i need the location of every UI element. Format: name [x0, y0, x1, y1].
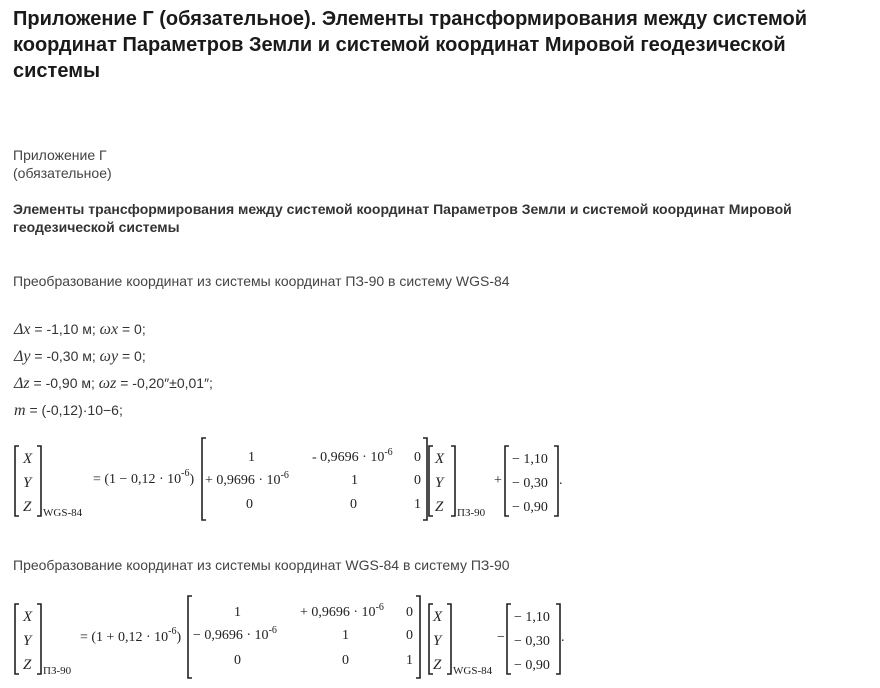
page-title: Приложение Г (обязательное). Элементы трансформирования между системой координат Параметров Земли и системой координат Мировой геодезической системы	[13, 8, 807, 82]
dz-label: Δz	[14, 375, 30, 392]
rhs-x: X	[435, 451, 445, 467]
dx-label: Δx	[14, 321, 31, 338]
equation-end: .	[561, 630, 565, 645]
lhs-x: X	[23, 451, 33, 467]
lhs-x: X	[23, 609, 33, 625]
param-row-z	[14, 370, 213, 397]
lhs-y: Y	[23, 475, 32, 491]
m31: 0	[234, 653, 241, 668]
wz-label: ωz	[98, 375, 117, 392]
section-heading: Элементы трансформирования между системой координат Параметров Земли и системой координат Мировой геодезической системы	[13, 201, 792, 235]
dx-value: = -1,10 м;	[34, 321, 96, 337]
dy-value: = -0,30 м;	[34, 348, 96, 364]
shift-y: − 0,30	[512, 476, 548, 491]
m12: + $0,9696 \cdot 10^{-6}$	[300, 602, 384, 620]
shift-x: − 1,10	[512, 452, 548, 467]
m11: 1	[248, 450, 255, 465]
m12: - $0,9696 \cdot 10^{-6}$	[312, 447, 393, 465]
m32: 0	[342, 653, 349, 668]
transform2-caption: Преобразование координат из системы координат WGS-84 в систему ПЗ-90	[13, 557, 510, 573]
m23: 0	[414, 473, 421, 488]
rhs-z: Z	[433, 657, 442, 673]
m13: 0	[414, 450, 421, 465]
m21: − $0,9696 \cdot 10^{-6}$	[193, 625, 277, 643]
equation-end: .	[559, 473, 563, 488]
m31: 0	[246, 497, 253, 512]
param-row-x	[14, 316, 213, 343]
m23: 0	[406, 628, 413, 643]
transform1-caption: Преобразование координат из системы координат ПЗ-90 в систему WGS-84	[13, 273, 510, 289]
lhs-subscript: ПЗ-90	[43, 665, 72, 677]
lhs-z: Z	[23, 499, 32, 515]
dy-label: Δy	[14, 348, 31, 365]
m33: 1	[406, 653, 413, 668]
rhs-x: X	[433, 609, 443, 625]
equation-pz90-to-wgs84	[0, 436, 880, 526]
transform-parameters	[14, 316, 213, 424]
m22: 1	[342, 628, 349, 643]
appendix-note: (обязательное)	[13, 165, 112, 181]
m-value: = (-0,12)·10−6;	[29, 402, 123, 418]
lhs-y: Y	[23, 633, 32, 649]
wx-label: ωx	[99, 321, 119, 338]
rhs-subscript: ПЗ-90	[457, 507, 486, 519]
m21: + $0,9696 \cdot 10^{-6}$	[205, 470, 289, 488]
shift-y: − 0,30	[514, 634, 550, 649]
m32: 0	[350, 497, 357, 512]
m11: 1	[234, 605, 241, 620]
lhs-subscript: WGS-84	[43, 507, 83, 519]
operator: +	[494, 473, 502, 488]
scale-factor: = $(1 + 0,12 \cdot 10^{-6})$	[80, 626, 182, 645]
operator: −	[497, 630, 505, 645]
m-label: m	[14, 402, 26, 419]
appendix-label: Приложение Г	[13, 147, 107, 163]
shift-z: − 0,90	[512, 500, 548, 515]
wz-value: = -0,20″±0,01″;	[120, 375, 213, 391]
wy-value: = 0;	[121, 348, 146, 364]
param-row-m	[14, 397, 213, 424]
m13: 0	[406, 605, 413, 620]
dz-value: = -0,90 м;	[33, 375, 95, 391]
wy-label: ωy	[99, 348, 119, 365]
m22: 1	[351, 473, 358, 488]
scale-factor: = $(1 - 0,12 \cdot 10^{-6})$	[93, 468, 195, 487]
rhs-y: Y	[435, 475, 444, 491]
shift-x: − 1,10	[514, 610, 550, 625]
wx-value: = 0;	[121, 321, 146, 337]
lhs-z: Z	[23, 657, 32, 673]
shift-z: − 0,90	[514, 658, 550, 673]
equation-wgs84-to-pz90	[0, 596, 880, 686]
rhs-subscript: WGS-84	[453, 665, 493, 677]
m33: 1	[414, 497, 421, 512]
rhs-z: Z	[435, 499, 444, 515]
param-row-y	[14, 343, 213, 370]
rhs-y: Y	[433, 633, 442, 649]
